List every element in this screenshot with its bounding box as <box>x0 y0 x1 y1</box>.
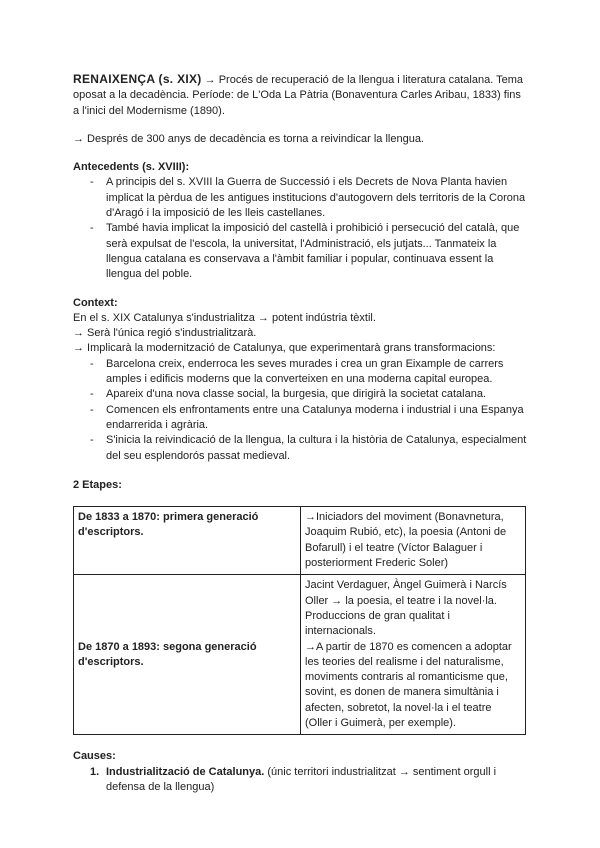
list-item: - Barcelona creix, enderroca les seves murades i crea un gran Eixample de carrers amples i edificis moderns que la converteixen en una moderna capital europea. <box>90 357 528 388</box>
intro-note: → Després de 300 anys de decadència es torna a reivindicar la llengua. <box>73 132 424 145</box>
description-cell <box>301 575 526 735</box>
page-title: RENAIXENÇA (s. XIX) <box>73 72 202 86</box>
etapes-heading: 2 Etapes: <box>73 478 122 491</box>
cause-text: (únic territori industrialitzat → sentiment orgull i defensa de la llengua) <box>106 765 497 793</box>
etapes-table <box>73 506 526 735</box>
list-item: - S'inicia la reivindicació de la llengua, la cultura i la història de Catalunya, especialment del seu esplendorós passat medieval. <box>90 433 528 464</box>
intro-paragraph <box>73 72 528 119</box>
cause-title: Industrialització de Catalunya. <box>106 765 265 778</box>
description-text: →A partir de 1870 es comencen a adoptar les teories del realisme i del naturalisme, moviments contraris al romanticisme que, sovint, es donen de manera simultània i afecten, sobretot, la novel·la i el teatre (Oller i Guimerà, per exemple). <box>305 640 512 729</box>
table-row <box>74 575 526 735</box>
list-item: - També havia implicat la imposició del castellà i prohibició i persecució del català, que serà expulsat de l'escola, la universitat, l'Administració, els jutjats... Tanmateix la llengua catalana es conservava a l'àmbit familiar i popular, continuava essent la llengua del poble. <box>90 221 528 282</box>
list-item: - A principis del s. XVIII la Guerra de Successió i els Decrets de Nova Planta havien implicat la pèrdua de les antigues institucions d'autogovern dels territoris de la Corona d'Aragó i la imposició de les lleis castellanes. <box>90 175 528 221</box>
antecedents-list <box>73 175 528 282</box>
context-list <box>73 357 528 464</box>
document-page <box>73 72 528 795</box>
period-cell: De 1870 a 1893: segona generació d'escriptors. <box>74 575 301 735</box>
item-number: 1. <box>90 765 100 778</box>
list-item: - Apareix d'una nova classe social, la burgesia, que dirigirà la societat catalana. <box>90 387 528 402</box>
description-cell: →Iniciadors del moviment (Bonavnetura, Joaquim Rubió, etc), la poesia (Antoni de Bofarull) i el teatre (Víctor Balaguer i posteriorment Frederic Soler) <box>301 507 526 575</box>
context-line: → Implicarà la modernització de Catalunya, que experimentarà grans transformacions: <box>73 342 496 355</box>
list-item <box>90 765 528 796</box>
description-text: Jacint Verdaguer, Àngel Guimerà i Narcís Oller → la poesia, el teatre i la novel·la. Produccions de gran qualitat i internacionals. <box>305 579 507 638</box>
period-cell: De 1833 a 1870: primera generació d'escriptors. <box>74 507 301 575</box>
context-line: En el s. XIX Catalunya s'industrialitza → potent indústria tèxtil. <box>73 311 376 324</box>
antecedents-heading: Antecedents (s. XVIII): <box>73 161 190 174</box>
intro-text: → Procés de recuperació de la llengua i literatura catalana. Tema oposat a la decadència. Període: de L'Oda La Pàtria (Bonaventura Carles Aribau, 1833) fins a l'inici del Modernisme (1890). <box>73 74 524 117</box>
causes-heading: Causes: <box>73 750 116 763</box>
table-row <box>74 507 526 575</box>
context-heading: Context: <box>73 296 118 309</box>
list-item: - Comencen els enfrontaments entre una Catalunya moderna i industrial i una Espanya endarrerida i agrària. <box>90 403 528 434</box>
context-line: → Serà l'única regió s'industrialitzarà. <box>73 327 257 340</box>
causes-list <box>73 765 528 796</box>
